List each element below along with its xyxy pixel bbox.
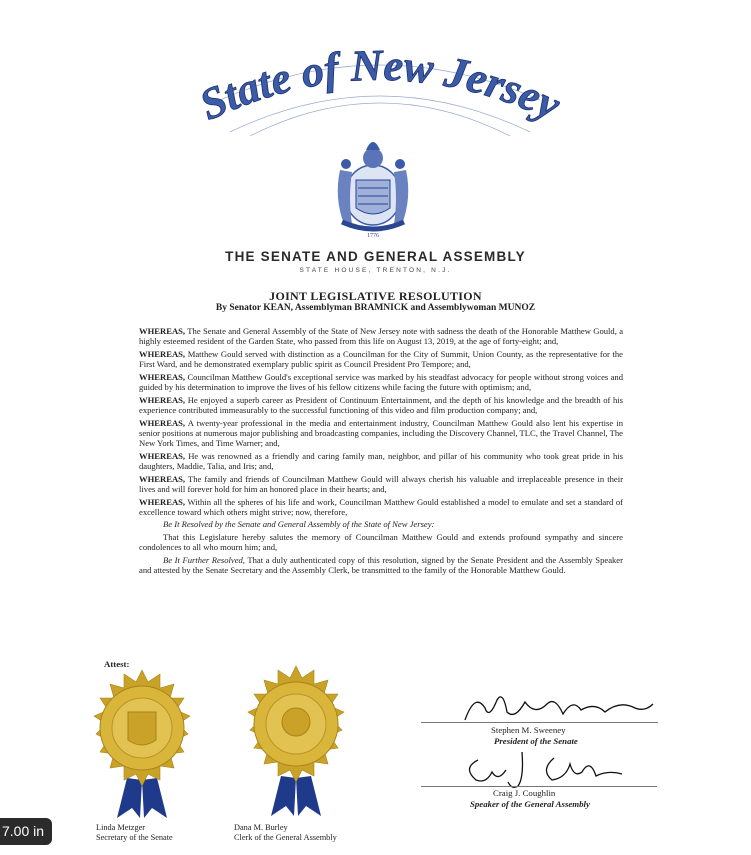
svg-text:1776: 1776	[367, 233, 379, 239]
senate-gold-seal-icon	[72, 668, 212, 818]
resolution-sponsors: By Senator KEAN, Assemblyman BRAMNICK and Assemblywoman MUNOZ	[215, 303, 536, 313]
whereas-clause: WHEREAS, He was renowned as a friendly and caring family man, neighbor, and pillar of his community who took great pride in his daughters, Maddie, Talia, and Iris; and,	[139, 450, 623, 472]
assembly-clerk-block	[234, 823, 337, 843]
president-signature-icon	[455, 690, 660, 730]
speaker-title: Speaker of the General Assembly	[470, 799, 590, 809]
state-seal-icon	[318, 120, 428, 240]
legislature-heading: THE SENATE AND GENERAL ASSEMBLY	[225, 249, 526, 264]
resolution-title: JOINT LEGISLATIVE RESOLUTION	[269, 289, 482, 303]
clerk-title: Clerk of the General Assembly	[234, 833, 337, 842]
president-signature-line	[421, 722, 658, 723]
whereas-clause: WHEREAS, He enjoyed a superb career as President of Continuum Entertainment, and the depth of his knowledge and the breadth of his experience contributed immeasurably to the successful functioning of this video and film production company; and,	[139, 394, 623, 415]
secretary-title: Secretary of the Senate	[96, 833, 173, 842]
location-subheading: STATE HOUSE, TRENTON, N.J.	[299, 267, 452, 274]
president-name: Stephen M. Sweeney	[491, 725, 566, 735]
assembly-gold-seal-icon	[226, 664, 366, 819]
speaker-signature-icon	[462, 748, 632, 790]
state-title: State of New Jersey	[192, 40, 568, 130]
speaker-name: Craig J. Coughlin	[493, 788, 556, 798]
resolved-text: That this Legislature hereby salutes the memory of Councilman Matthew Gould and extends profound sympathy and sincere condolences to all who mourn him; and,	[139, 532, 623, 553]
resolved-heading: Be It Resolved by the Senate and General Assembly of the State of New Jersey:	[163, 519, 435, 530]
clerk-name: Dana M. Burley	[234, 823, 288, 832]
resolution-body	[139, 326, 623, 578]
whereas-clause: WHEREAS, Within all the spheres of his life and work, Councilman Matthew Gould established a model to emulate and set a standard of excellence toward which others might strive; now, therefore,	[139, 496, 623, 517]
whereas-clause: WHEREAS, The family and friends of Councilman Matthew Gould will always cherish his valuable and irreplaceable presence in their lives and will forever hold for him an honored place in their hearts; and,	[139, 473, 623, 494]
senate-secretary-block	[96, 823, 173, 843]
whereas-clause: WHEREAS, The Senate and General Assembly of the State of New Jersey note with sadness the death of the Honorable Matthew Gould, a highly esteemed resident of the Garden State, who passed from this life on August 13, 2019, at the age of forty-eight; and,	[139, 326, 624, 347]
further-resolved: Be It Further Resolved, That a duly authenticated copy of this resolution, signed by the Senate President and the Assembly Speaker and attested by the Senate Secretary and the Assembly Clerk, be transmitted to the family of the Honorable Matthew Gould.	[139, 554, 623, 576]
svg-text:State of New Jersey	[193, 41, 568, 130]
zoom-indicator[interactable]: 7.00 in	[0, 818, 52, 845]
whereas-clause: WHEREAS, Matthew Gould served with distinction as a Councilman for the City of Summit, Union County, as the representative for the First Ward, and he demonstrated exemplary public spirit as Council President Pro Tempore; and,	[139, 348, 623, 370]
secretary-name: Linda Metzger	[96, 823, 146, 832]
president-title: President of the Senate	[494, 736, 578, 746]
whereas-clause: WHEREAS, Councilman Matthew Gould's exceptional service was marked by his steadfast advocacy for people without strong voices and guided by his determination to improve the lives of his fellow citizens while facing the future with optimism; and,	[139, 371, 623, 393]
speaker-signature-line	[421, 786, 657, 787]
whereas-clause: WHEREAS, A twenty-year professional in the media and entertainment industry, Councilman Matthew Gould also lent his expertise in senior positions at numerous major publishing and broadcasting companies, including the Discovery Channel, TLC, the Travel Channel, The New York Times, and Time Warner; and,	[139, 417, 623, 449]
attest-label: Attest:	[104, 659, 130, 669]
